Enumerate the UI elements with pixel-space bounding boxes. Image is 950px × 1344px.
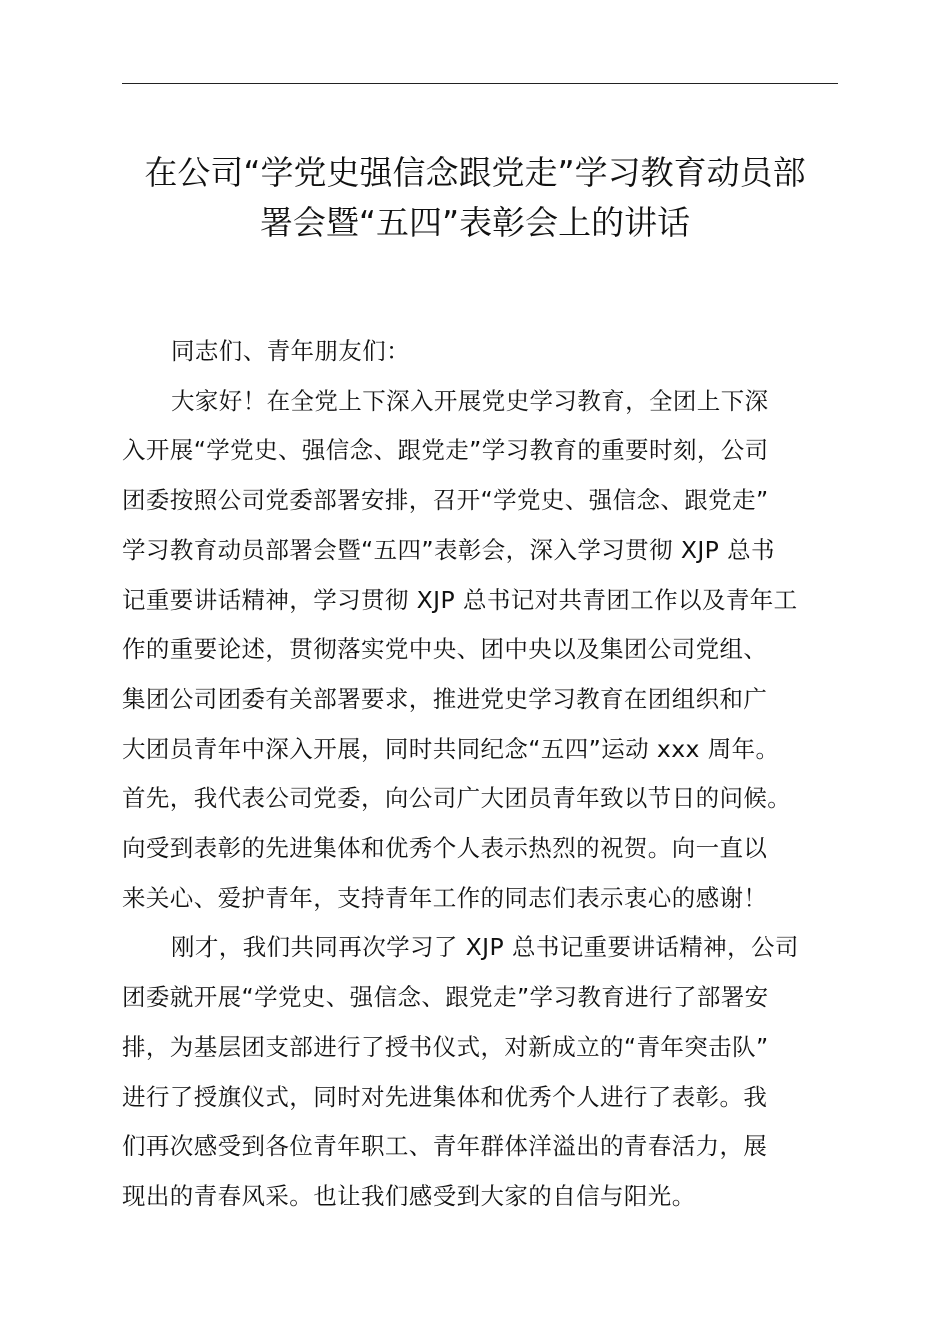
paragraph-2 [122,923,852,1221]
body-line: 进行了授旗仪式，同时对先进集体和优秀个人进行了表彰。我 [122,1082,768,1111]
title-line: 署会暨“五四”表彰会上的讲话 [259,203,691,242]
body-line: 作的重要论述，贯彻落实党中央、团中央以及集团公司党组、 [122,635,768,664]
body-line: 入开展“学党史、强信念、跟党走”学习教育的重要时刻，公司 [122,436,769,465]
body-line: 团委按照公司党委部署安排，召开“学党史、强信念、跟党走” [122,486,769,515]
body-line: 大团员青年中深入开展，同时共同纪念“五四”运动 xxx 周年。 [122,734,780,763]
salutation-line: 同志们、青年朋友们： [171,337,410,365]
body-line: 记重要讲话精神，学习贯彻 XJP 总书记对共青团工作以及青年工 [122,585,798,614]
document-body [122,327,852,1222]
body-line: 们再次感受到各位青年职工、青年群体洋溢出的青春活力，展 [122,1132,768,1161]
document-title [100,148,850,248]
body-line: 首先，我代表公司党委，向公司广大团员青年致以节日的问候。 [122,784,792,813]
body-line: 现出的青春风采。也让我们感受到大家的自信与阳光。 [122,1181,696,1210]
title-line: 在公司“学党史强信念跟党走”学习教育动员部 [144,153,806,192]
body-line: 向受到表彰的先进集体和优秀个人表示热烈的祝贺。向一直以 [122,834,768,863]
body-line: 刚才，我们共同再次学习了 XJP 总书记重要讲话精神，公司 [171,933,799,962]
body-line: 大家好！在全党上下深入开展党史学习教育，全团上下深 [171,386,769,415]
paragraph-1 [122,377,852,924]
header-rule [122,83,838,84]
body-line: 学习教育动员部署会暨“五四”表彰会，深入学习贯彻 XJP 总书 [122,535,775,564]
body-line: 团委就开展“学党史、强信念、跟党走”学习教育进行了部署安 [122,983,769,1012]
body-line: 集团公司团委有关部署要求，推进党史学习教育在团组织和广 [122,684,768,713]
body-line: 排，为基层团支部进行了授书仪式，对新成立的“青年突击队” [122,1032,769,1061]
salutation [122,327,852,377]
body-line: 来关心、爱护青年，支持青年工作的同志们表示衷心的感谢！ [122,883,768,912]
